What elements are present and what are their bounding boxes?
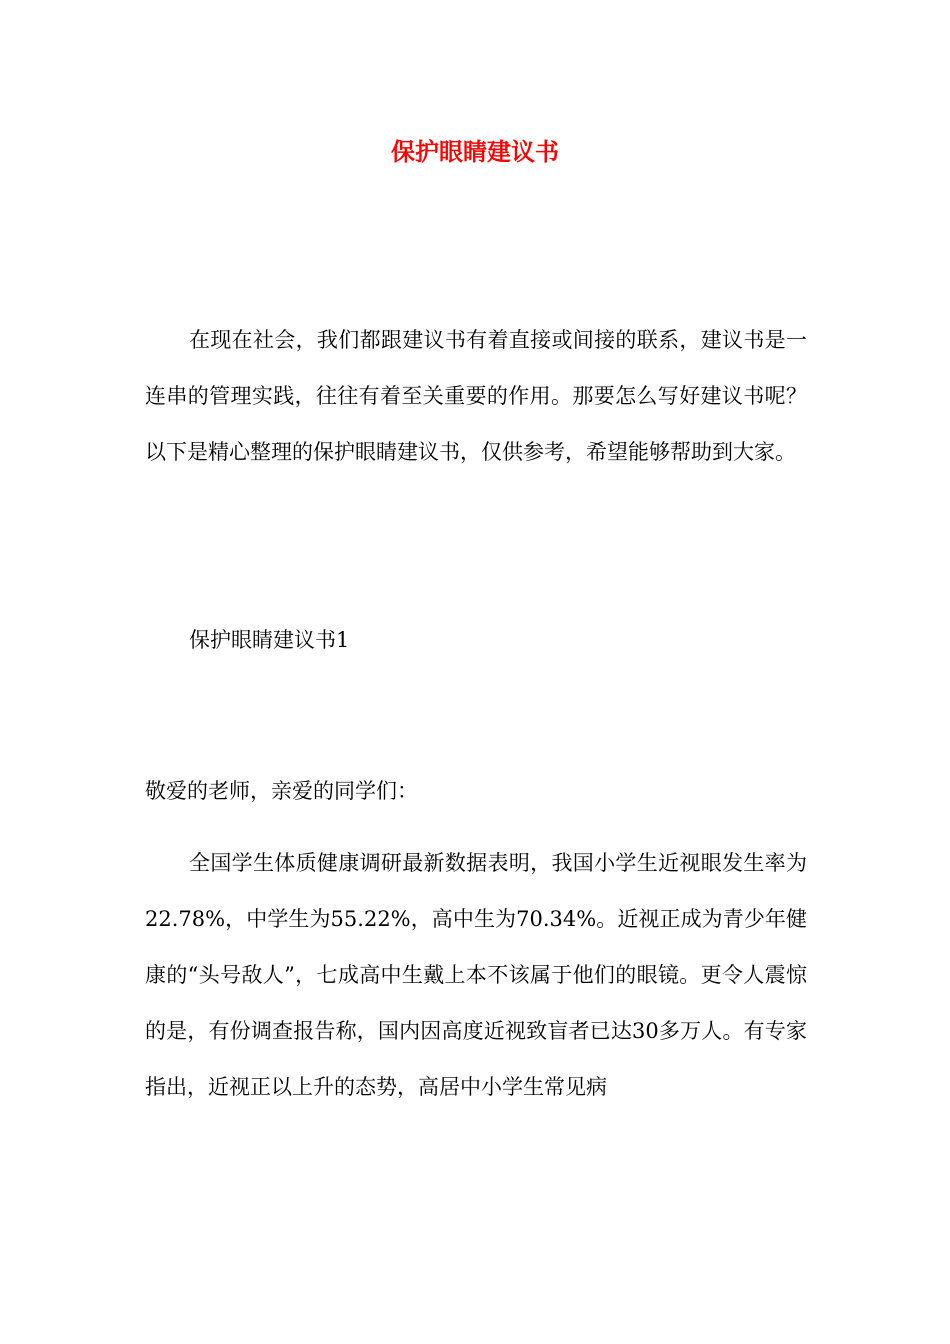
greeting-line: 敬爱的老师，亲爱的同学们：: [145, 779, 418, 803]
document-title: 保护眼睛建议书: [391, 138, 559, 166]
intro-paragraph: 在现在社会，我们都跟建议书有着直接或间接的联系，建议书是一连串的管理实践，往往有着至关重要的作用。那要怎么写好建议书呢？以下是精心整理的保护眼睛建议书，仅供参考，希望能够帮助到大家。: [145, 328, 807, 464]
body-paragraph-1: 全国学生体质健康调研最新数据表明，我国小学生近视眼发生率为22.78%，中学生为55.22%，高中生为70.34%。近视正成为青少年健康的“头号敌人”，七成高中生戴上本不该属于他们的眼镜。更令人震惊的是，有份调查报告称，国内因高度近视致盲者已达30多万人。有专家指出，近视正以上升的态势，高居中小学生常见病: [145, 851, 807, 1099]
section-subtitle: 保护眼睛建议书1: [189, 628, 350, 652]
